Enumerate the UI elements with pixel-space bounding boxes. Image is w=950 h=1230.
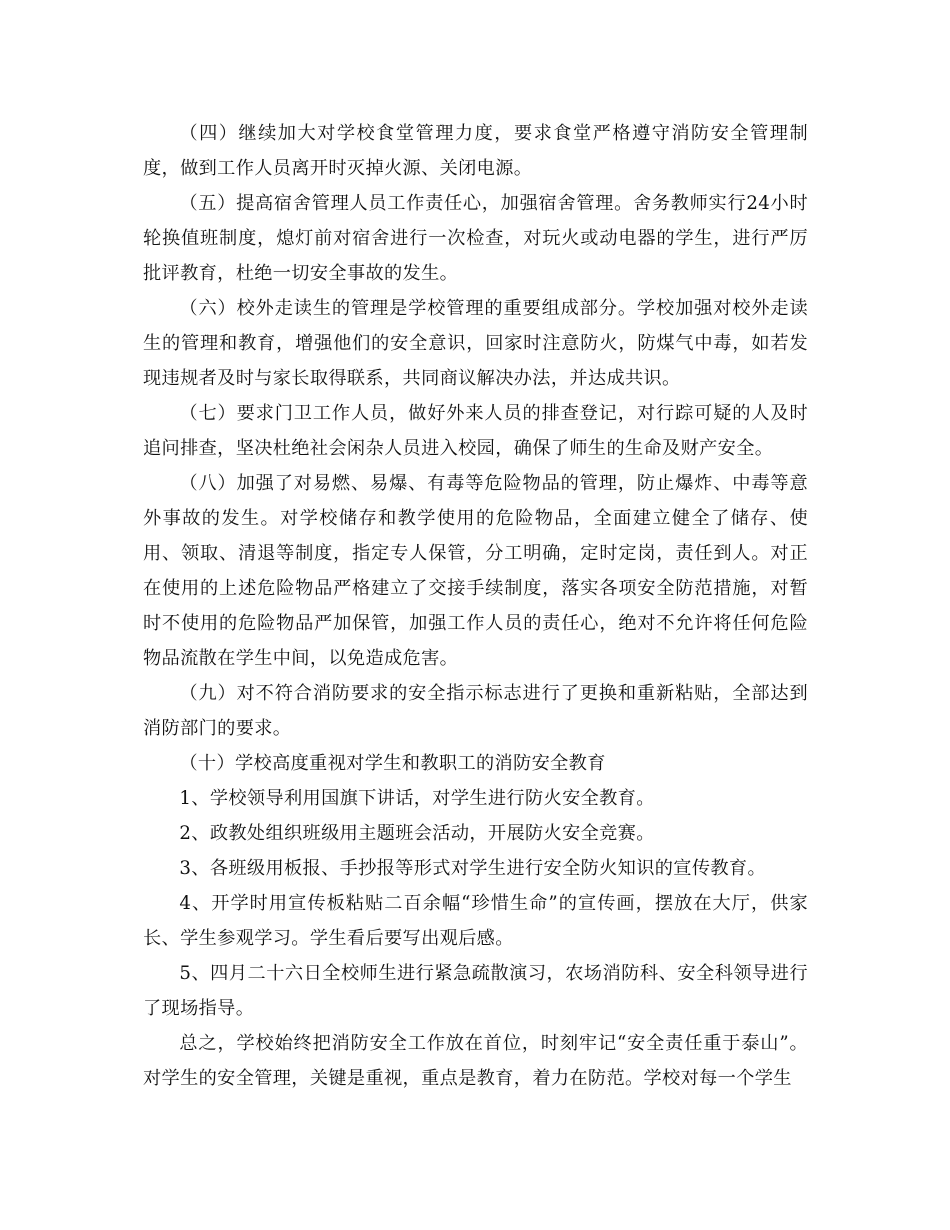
list-item-class-meeting: 2、政教处组织班级用主题班会活动，开展防火安全竞赛。 (179, 823, 655, 844)
paragraph-canteen: （四）继续加大对学校食堂管理力度，要求食堂严格遵守消防安全管理制度，做到工作人员离开时灭掉火源、关闭电源。 (143, 123, 808, 179)
paragraph-safety-signs: （九）对不符合消防要求的安全指示标志进行了更换和重新粘贴，全部达到消防部门的要求。 (143, 683, 808, 739)
list-item-posters: 4、开学时用宣传板粘贴二百余幅“珍惜生命”的宣传画，摆放在大厅，供家长、学生参观学习。学生看后要写出观后感。 (143, 893, 808, 949)
list-item-blackboard: 3、各班级用板报、手抄报等形式对学生进行安全防火知识的宣传教育。 (179, 858, 766, 879)
paragraph-hazardous-materials: （八）加强了对易燃、易爆、有毒等危险物品的管理，防止爆炸、中毒等意外事故的发生。对学校储存和教学使用的危险物品，全面建立健全了储存、使用、领取、清退等制度，指定专人保管，分工明确，定时定岗，责任到人。对正在使用的上述危险物品严格建立了交接手续制度，落实各项安全防范措施，对暂时不使用的危险物品严加保管，加强工作人员的责任心，绝对不允许将任何危险物品流散在学生中间，以免造成危害。 (143, 473, 808, 669)
list-item-evacuation-drill: 5、四月二十六日全校师生进行紧急疏散演习，农场消防科、安全科领导进行了现场指导。 (143, 963, 808, 1019)
paragraph-day-students: （六）校外走读生的管理是学校管理的重要组成部分。学校加强对校外走读生的管理和教育，增强他们的安全意识，回家时注意防火，防煤气中毒，如若发现违规者及时与家长取得联系，共同商议解决办法，并达成共识。 (143, 298, 808, 389)
paragraph-summary: 总之，学校始终把消防安全工作放在首位，时刻牢记“安全责任重于泰山”。对学生的安全管理，关键是重视，重点是教育，着力在防范。学校对每一个学生 (143, 1033, 808, 1089)
list-item-flag-speech: 1、学校领导利用国旗下讲话，对学生进行防火安全教育。 (179, 788, 655, 809)
paragraph-gatekeeper: （七）要求门卫工作人员，做好外来人员的排查登记，对行踪可疑的人及时追问排查，坚决杜绝社会闲杂人员进入校园，确保了师生的生命及财产安全。 (143, 403, 808, 459)
paragraph-fire-education-heading: （十）学校高度重视对学生和教职工的消防安全教育 (179, 753, 606, 774)
document-body (143, 116, 808, 1096)
paragraph-dormitory: （五）提高宿舍管理人员工作责任心，加强宿舍管理。舍务教师实行24小时轮换值班制度，熄灯前对宿舍进行一次检查，对玩火或动电器的学生，进行严厉批评教育，杜绝一切安全事故的发生。 (143, 193, 808, 284)
